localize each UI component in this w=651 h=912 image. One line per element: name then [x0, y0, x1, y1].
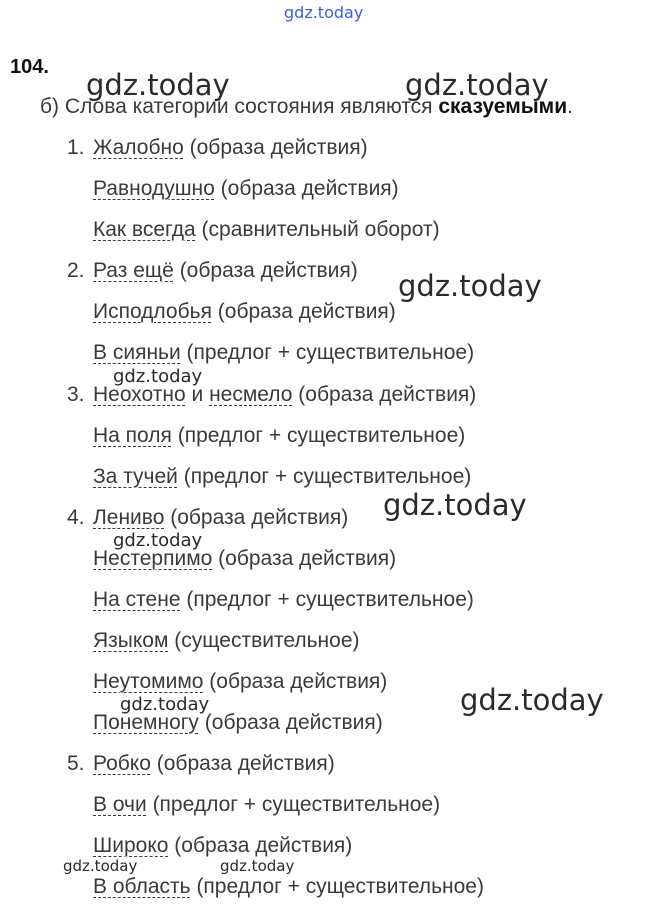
answer-line [93, 670, 387, 694]
word-underlined: На поля [93, 424, 172, 447]
word-note: (образа действия) [183, 136, 368, 159]
word-underlined: Лениво [93, 506, 165, 529]
word-underlined: В сияньи [93, 341, 181, 364]
word-underlined: В область [93, 875, 191, 898]
item-number: 5. [67, 752, 85, 775]
item-number: 3. [67, 383, 85, 406]
watermark: gdz.today [63, 857, 138, 875]
answer-line [93, 793, 440, 817]
conjunction: и [185, 383, 210, 406]
item-number: 4. [67, 506, 85, 529]
watermark-top: gdz.today [284, 3, 364, 22]
watermark: gdz.today [220, 857, 295, 875]
word-underlined: Как всегда [93, 218, 196, 241]
answer-line [67, 506, 348, 530]
word-note: (образа действия) [292, 383, 477, 406]
word-underlined: Раз ещё [93, 259, 174, 282]
word-note: (предлог + существительное) [146, 793, 441, 816]
watermark: gdz.today [113, 366, 203, 387]
word-note: (образа действия) [198, 711, 383, 734]
answer-line [93, 875, 484, 899]
word-underlined: Жалобно [93, 136, 184, 159]
watermark: gdz.today [383, 488, 527, 522]
word-underlined: несмело [209, 383, 293, 406]
intro-line: б) Слова категории состояния являются сказуемыми. [40, 95, 573, 118]
word-note: (образа действия) [164, 506, 349, 529]
word-note: (предлог + существительное) [171, 424, 466, 447]
answer-line [93, 424, 465, 448]
intro-bold: сказуемыми [438, 95, 568, 118]
word-underlined: Равнодушно [93, 177, 215, 200]
word-note: (образа действия) [168, 834, 353, 857]
word-underlined: За тучей [93, 465, 178, 488]
watermark: gdz.today [460, 683, 604, 717]
word-underlined: В очи [93, 793, 147, 816]
answer-line [93, 588, 474, 612]
answer-line [93, 218, 440, 242]
word-note: (предлог + существительное) [180, 341, 475, 364]
word-underlined: Широко [93, 834, 169, 857]
word-underlined: На стене [93, 588, 181, 611]
word-note: (сравнительный оборот) [195, 218, 440, 241]
item-number: 1. [67, 136, 85, 159]
word-note: (предлог + существительное) [180, 588, 474, 611]
answer-line [93, 300, 396, 324]
word-underlined: Понемногу [93, 711, 199, 734]
watermark: gdz.today [398, 269, 542, 303]
answer-line [93, 465, 471, 489]
word-underlined: Нестерпимо [93, 547, 213, 570]
answer-line [93, 629, 360, 653]
answer-line [93, 834, 352, 858]
task-number: 104. [10, 56, 49, 78]
word-note: (образа действия) [150, 752, 335, 775]
word-underlined: Робко [93, 752, 151, 775]
word-underlined: Языком [93, 629, 169, 652]
answer-line [93, 177, 399, 201]
word-note: (предлог + существительное) [190, 875, 484, 898]
word-note: (образа действия) [214, 177, 399, 200]
word-underlined: Неутомимо [93, 670, 204, 693]
word-note: (образа действия) [203, 670, 388, 693]
word-note: (образа действия) [173, 259, 358, 282]
word-note: (предлог + существительное) [177, 465, 472, 488]
watermark: gdz.today [113, 530, 203, 551]
answer-line [93, 341, 474, 365]
word-note: (образа действия) [211, 300, 396, 323]
answer-line [67, 136, 368, 160]
word-note: (образа действия) [212, 547, 397, 570]
item-number: 2. [67, 259, 85, 282]
watermark: gdz.today [405, 68, 549, 102]
word-underlined: Исподлобья [93, 300, 212, 323]
answer-line [67, 259, 358, 283]
word-underlined: Неохотно [93, 383, 186, 406]
watermark: gdz.today [86, 68, 230, 102]
watermark: gdz.today [120, 694, 210, 715]
word-note: (существительное) [168, 629, 360, 652]
answer-line [67, 752, 335, 776]
